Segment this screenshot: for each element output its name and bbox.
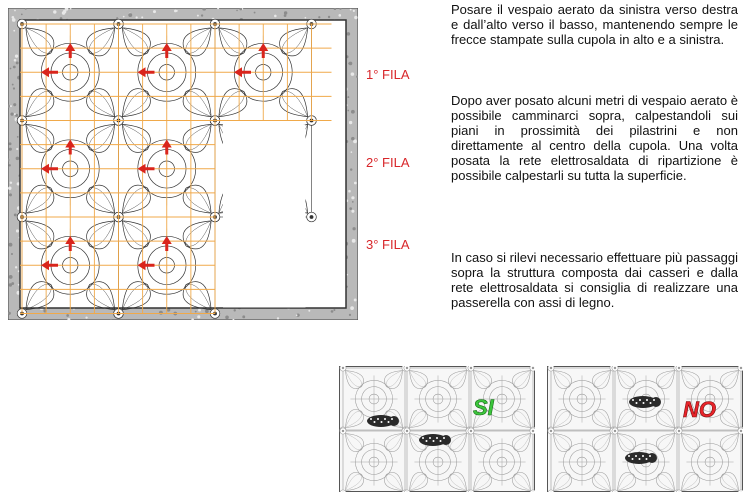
footprint-icon: [419, 434, 451, 446]
paragraph-text: Dopo aver posato alcuni metri di vespaio aerato è possibile camminarci sopra, calpestandoli sui piani in prossimità dei pilastrini e non direttamente al centro della cupola. Una volta posata la rete elettrosaldata di ripartizione è possibile calpestarli su tutta la superficie.: [451, 93, 738, 183]
row-label-1: 1° FILA: [366, 67, 410, 82]
row-label-3: 3° FILA: [366, 237, 410, 252]
laying-scheme-diagram: [8, 8, 358, 320]
instruction-laying-order: [451, 2, 738, 47]
row-label-2: 2° FILA: [366, 155, 410, 170]
yes-label: SI: [473, 395, 494, 420]
correct-walking-example: [339, 366, 535, 492]
instruction-walking: [451, 93, 738, 183]
paragraph-text: In caso si rilevi necessario effettuare più passaggi sopra la struttura composta dai casseri e dalla rete elettrosaldata si consiglia di realizzare una passerella con assi di legno.: [451, 250, 738, 310]
wrong-walking-example: [547, 366, 743, 492]
paragraph-text: Posare il vespaio aerato da sinistra verso destra e dall’alto verso il basso, mantenendo sempre le frecce stampate sulla cupola in alto e a sinistra.: [451, 2, 738, 47]
empty-area: [223, 125, 306, 308]
footprint-icon: [625, 452, 657, 464]
no-label: NO: [683, 397, 716, 422]
instruction-walkway: [451, 250, 738, 310]
footprint-icon: [629, 396, 661, 408]
footprint-icon: [367, 415, 399, 427]
example-frame: [340, 367, 535, 492]
example-frame: [548, 367, 743, 492]
